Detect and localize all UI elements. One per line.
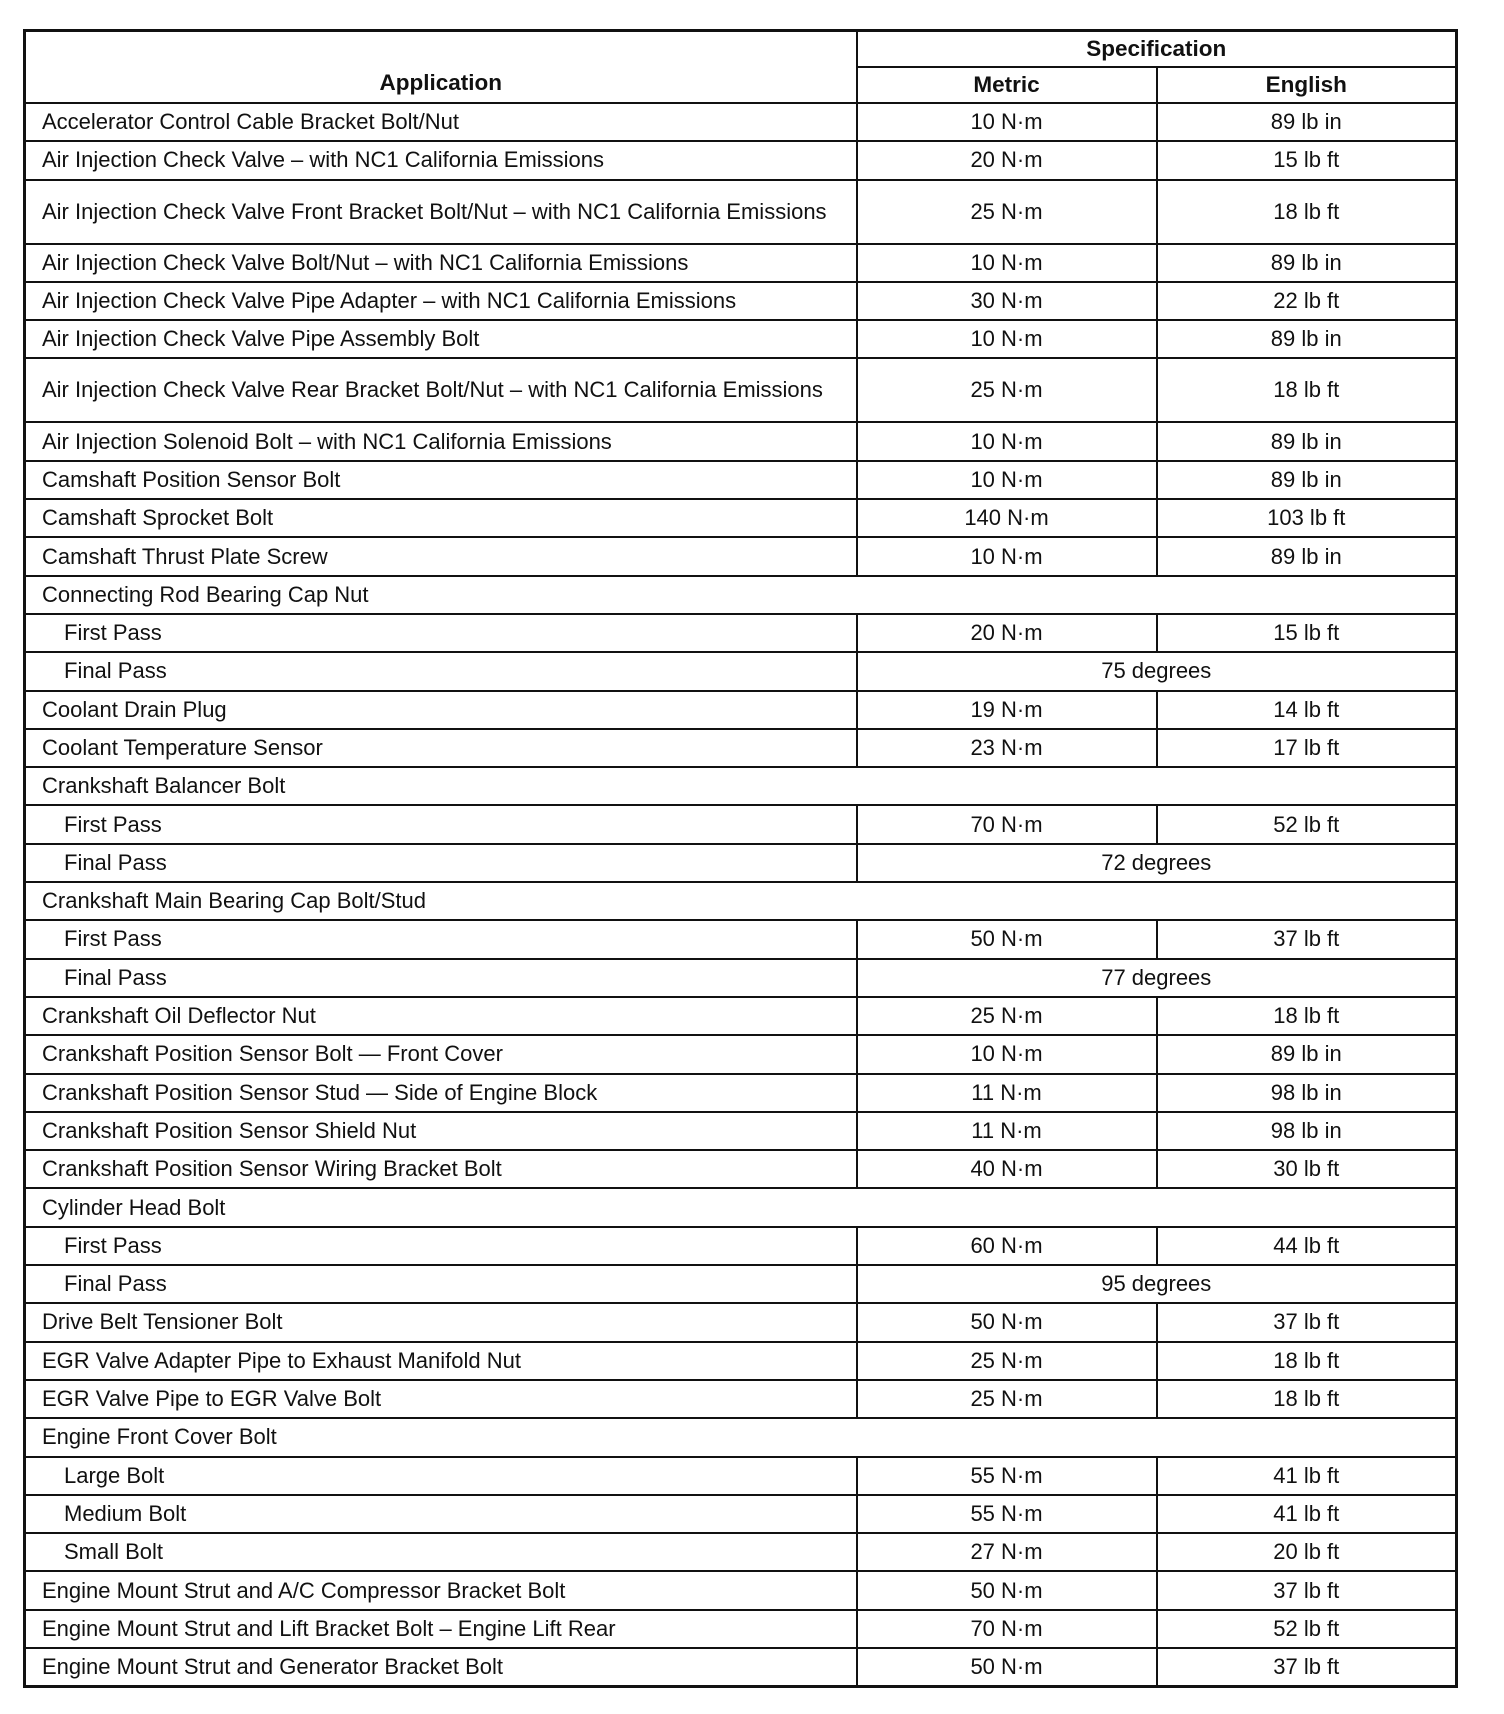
table-row bbox=[25, 537, 1457, 575]
spec-metric: 10 N·m bbox=[857, 103, 1157, 141]
row-application: Small Bolt bbox=[25, 1533, 857, 1571]
row-application: Drive Belt Tensioner Bolt bbox=[25, 1303, 857, 1341]
subrow-application: Final Pass bbox=[25, 844, 857, 882]
row-application: Crankshaft Position Sensor Stud — Side of Engine Block bbox=[25, 1074, 857, 1112]
spec-metric: 10 N·m bbox=[857, 422, 1157, 460]
spec-english: 89 lb in bbox=[1157, 103, 1457, 141]
row-application: Engine Mount Strut and Generator Bracket Bolt bbox=[25, 1648, 857, 1686]
spec-metric: 25 N·m bbox=[857, 1380, 1157, 1418]
spec-english: 44 lb ft bbox=[1157, 1227, 1457, 1265]
spec-metric: 50 N·m bbox=[857, 1571, 1157, 1609]
spec-metric: 23 N·m bbox=[857, 729, 1157, 767]
table-group-row bbox=[25, 767, 1457, 805]
table-subrow bbox=[25, 920, 1457, 958]
row-application: Air Injection Solenoid Bolt – with NC1 California Emissions bbox=[25, 422, 857, 460]
row-application: Air Injection Check Valve Bolt/Nut – with NC1 California Emissions bbox=[25, 244, 857, 282]
spec-english: 37 lb ft bbox=[1157, 1571, 1457, 1609]
spec-metric: 60 N·m bbox=[857, 1227, 1157, 1265]
table-row bbox=[25, 422, 1457, 460]
table-group-row bbox=[25, 1418, 1457, 1456]
table-row bbox=[25, 1610, 1457, 1648]
spec-english: 52 lb ft bbox=[1157, 805, 1457, 843]
table-row bbox=[25, 141, 1457, 179]
table-subrow bbox=[25, 1533, 1457, 1571]
row-application: Crankshaft Position Sensor Shield Nut bbox=[25, 1112, 857, 1150]
table-row bbox=[25, 1571, 1457, 1609]
spec-english: 41 lb ft bbox=[1157, 1495, 1457, 1533]
table-row bbox=[25, 997, 1457, 1035]
spec-metric: 10 N·m bbox=[857, 537, 1157, 575]
header-english: English bbox=[1157, 67, 1457, 103]
spec-english: 15 lb ft bbox=[1157, 141, 1457, 179]
table-row bbox=[25, 180, 1457, 244]
row-application: Accelerator Control Cable Bracket Bolt/Nut bbox=[25, 103, 857, 141]
spec-degrees: 95 degrees bbox=[857, 1265, 1457, 1303]
row-application: Engine Mount Strut and A/C Compressor Bracket Bolt bbox=[25, 1571, 857, 1609]
table-row bbox=[25, 1342, 1457, 1380]
spec-metric: 25 N·m bbox=[857, 1342, 1157, 1380]
spec-metric: 10 N·m bbox=[857, 244, 1157, 282]
group-application: Crankshaft Balancer Bolt bbox=[25, 767, 1457, 805]
group-application: Crankshaft Main Bearing Cap Bolt/Stud bbox=[25, 882, 1457, 920]
table-row bbox=[25, 1035, 1457, 1073]
table-subrow bbox=[25, 652, 1457, 690]
spec-metric: 11 N·m bbox=[857, 1112, 1157, 1150]
spec-english: 22 lb ft bbox=[1157, 282, 1457, 320]
spec-metric: 70 N·m bbox=[857, 1610, 1157, 1648]
group-application: Cylinder Head Bolt bbox=[25, 1188, 1457, 1226]
spec-metric: 140 N·m bbox=[857, 499, 1157, 537]
table-subrow bbox=[25, 1227, 1457, 1265]
table-subrow bbox=[25, 844, 1457, 882]
row-application: Air Injection Check Valve Pipe Assembly Bolt bbox=[25, 320, 857, 358]
spec-english: 89 lb in bbox=[1157, 537, 1457, 575]
spec-english: 103 lb ft bbox=[1157, 499, 1457, 537]
row-application: Coolant Temperature Sensor bbox=[25, 729, 857, 767]
spec-metric: 19 N·m bbox=[857, 691, 1157, 729]
subrow-application: Final Pass bbox=[25, 959, 857, 997]
table-subrow bbox=[25, 614, 1457, 652]
spec-english: 98 lb in bbox=[1157, 1112, 1457, 1150]
row-application: Camshaft Position Sensor Bolt bbox=[25, 461, 857, 499]
spec-metric: 25 N·m bbox=[857, 997, 1157, 1035]
table-row bbox=[25, 320, 1457, 358]
group-application: Engine Front Cover Bolt bbox=[25, 1418, 1457, 1456]
spec-english: 98 lb in bbox=[1157, 1074, 1457, 1112]
table-row bbox=[25, 1150, 1457, 1188]
row-application: Large Bolt bbox=[25, 1457, 857, 1495]
subrow-application: Final Pass bbox=[25, 1265, 857, 1303]
header-specification: Specification bbox=[857, 31, 1457, 68]
spec-metric: 11 N·m bbox=[857, 1074, 1157, 1112]
table-row bbox=[25, 691, 1457, 729]
row-application: Air Injection Check Valve Front Bracket Bolt/Nut – with NC1 California Emissions bbox=[25, 180, 857, 244]
table-body bbox=[25, 103, 1457, 1686]
subrow-application: Final Pass bbox=[25, 652, 857, 690]
table-row bbox=[25, 282, 1457, 320]
spec-english: 89 lb in bbox=[1157, 422, 1457, 460]
spec-english: 89 lb in bbox=[1157, 320, 1457, 358]
table-group-row bbox=[25, 882, 1457, 920]
spec-metric: 50 N·m bbox=[857, 1303, 1157, 1341]
table-row bbox=[25, 358, 1457, 422]
row-application: Air Injection Check Valve Rear Bracket Bolt/Nut – with NC1 California Emissions bbox=[25, 358, 857, 422]
table-row bbox=[25, 103, 1457, 141]
spec-english: 18 lb ft bbox=[1157, 358, 1457, 422]
torque-specification-table bbox=[23, 29, 1458, 1688]
spec-english: 30 lb ft bbox=[1157, 1150, 1457, 1188]
spec-metric: 70 N·m bbox=[857, 805, 1157, 843]
spec-metric: 20 N·m bbox=[857, 141, 1157, 179]
spec-english: 18 lb ft bbox=[1157, 1342, 1457, 1380]
spec-english: 89 lb in bbox=[1157, 1035, 1457, 1073]
table-header bbox=[25, 31, 1457, 104]
row-application: Crankshaft Position Sensor Bolt — Front Cover bbox=[25, 1035, 857, 1073]
row-application: EGR Valve Pipe to EGR Valve Bolt bbox=[25, 1380, 857, 1418]
spec-english: 15 lb ft bbox=[1157, 614, 1457, 652]
table-row bbox=[25, 1074, 1457, 1112]
row-application: Crankshaft Oil Deflector Nut bbox=[25, 997, 857, 1035]
table-subrow bbox=[25, 1457, 1457, 1495]
spec-metric: 50 N·m bbox=[857, 1648, 1157, 1686]
table-row bbox=[25, 729, 1457, 767]
header-row-top bbox=[25, 31, 1457, 68]
header-application: Application bbox=[25, 31, 857, 104]
row-application: Air Injection Check Valve – with NC1 California Emissions bbox=[25, 141, 857, 179]
spec-metric: 55 N·m bbox=[857, 1457, 1157, 1495]
row-application: Medium Bolt bbox=[25, 1495, 857, 1533]
table-group-row bbox=[25, 1188, 1457, 1226]
table-row bbox=[25, 244, 1457, 282]
group-application: Connecting Rod Bearing Cap Nut bbox=[25, 576, 1457, 614]
table-subrow bbox=[25, 1495, 1457, 1533]
spec-metric: 10 N·m bbox=[857, 1035, 1157, 1073]
spec-metric: 25 N·m bbox=[857, 358, 1157, 422]
table-row bbox=[25, 1112, 1457, 1150]
row-application: Air Injection Check Valve Pipe Adapter – with NC1 California Emissions bbox=[25, 282, 857, 320]
table-row bbox=[25, 1380, 1457, 1418]
spec-metric: 25 N·m bbox=[857, 180, 1157, 244]
table-row bbox=[25, 1648, 1457, 1686]
spec-metric: 20 N·m bbox=[857, 614, 1157, 652]
row-application: Camshaft Thrust Plate Screw bbox=[25, 537, 857, 575]
row-application: Coolant Drain Plug bbox=[25, 691, 857, 729]
table-row bbox=[25, 1303, 1457, 1341]
table-group-row bbox=[25, 576, 1457, 614]
spec-metric: 10 N·m bbox=[857, 320, 1157, 358]
spec-english: 41 lb ft bbox=[1157, 1457, 1457, 1495]
spec-english: 18 lb ft bbox=[1157, 997, 1457, 1035]
row-application: First Pass bbox=[25, 1227, 857, 1265]
table-subrow bbox=[25, 805, 1457, 843]
spec-english: 37 lb ft bbox=[1157, 1303, 1457, 1341]
spec-metric: 27 N·m bbox=[857, 1533, 1157, 1571]
spec-english: 37 lb ft bbox=[1157, 920, 1457, 958]
row-application: Camshaft Sprocket Bolt bbox=[25, 499, 857, 537]
spec-english: 89 lb in bbox=[1157, 244, 1457, 282]
spec-degrees: 72 degrees bbox=[857, 844, 1457, 882]
spec-metric: 50 N·m bbox=[857, 920, 1157, 958]
spec-english: 18 lb ft bbox=[1157, 1380, 1457, 1418]
spec-metric: 30 N·m bbox=[857, 282, 1157, 320]
spec-degrees: 75 degrees bbox=[857, 652, 1457, 690]
table-subrow bbox=[25, 1265, 1457, 1303]
spec-english: 17 lb ft bbox=[1157, 729, 1457, 767]
spec-english: 37 lb ft bbox=[1157, 1648, 1457, 1686]
spec-metric: 40 N·m bbox=[857, 1150, 1157, 1188]
row-application: EGR Valve Adapter Pipe to Exhaust Manifold Nut bbox=[25, 1342, 857, 1380]
spec-english: 14 lb ft bbox=[1157, 691, 1457, 729]
table-row bbox=[25, 499, 1457, 537]
spec-metric: 55 N·m bbox=[857, 1495, 1157, 1533]
table-subrow bbox=[25, 959, 1457, 997]
spec-english: 18 lb ft bbox=[1157, 180, 1457, 244]
row-application: Crankshaft Position Sensor Wiring Bracket Bolt bbox=[25, 1150, 857, 1188]
spec-english: 52 lb ft bbox=[1157, 1610, 1457, 1648]
row-application: First Pass bbox=[25, 920, 857, 958]
row-application: First Pass bbox=[25, 805, 857, 843]
header-metric: Metric bbox=[857, 67, 1157, 103]
row-application: Engine Mount Strut and Lift Bracket Bolt – Engine Lift Rear bbox=[25, 1610, 857, 1648]
spec-english: 89 lb in bbox=[1157, 461, 1457, 499]
row-application: First Pass bbox=[25, 614, 857, 652]
spec-metric: 10 N·m bbox=[857, 461, 1157, 499]
spec-english: 20 lb ft bbox=[1157, 1533, 1457, 1571]
spec-degrees: 77 degrees bbox=[857, 959, 1457, 997]
table-row bbox=[25, 461, 1457, 499]
